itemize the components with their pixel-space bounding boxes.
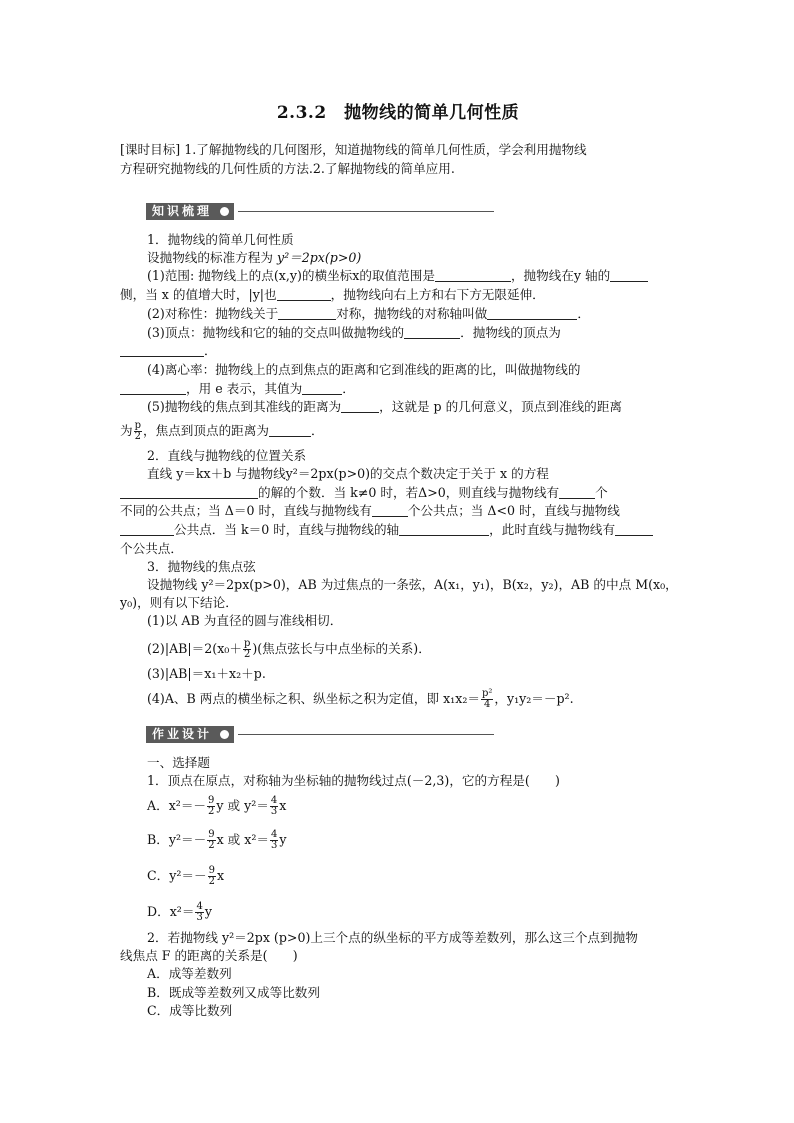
k1-eccentricity-line <box>147 361 580 379</box>
answer-blank[interactable] <box>120 486 258 499</box>
denominator: 3 <box>271 840 278 851</box>
objective-label: [课时目标] <box>120 142 181 157</box>
text: D．x²＝ <box>147 904 195 919</box>
text: 为 <box>120 423 133 438</box>
k3-heading: 3．抛物线的焦点弦 <box>147 559 256 574</box>
objective-line-2: 方程研究抛物线的几何性质的方法.2.了解抛物线的简单应用. <box>120 161 455 176</box>
k1-p-meaning-line <box>147 398 622 416</box>
section-label-box <box>146 203 234 220</box>
text: ． <box>310 423 324 438</box>
numerator: 9 <box>208 865 215 876</box>
numerator: 4 <box>271 829 278 840</box>
objective-line-1 <box>120 141 587 159</box>
k1-standard-equation <box>147 249 361 267</box>
text: C．y²＝－ <box>147 868 207 883</box>
text: 侧，当 x 的值增大时，|y|也 <box>120 287 277 302</box>
page-title: 2.3.2 抛物线的简单几何性质 <box>276 103 520 123</box>
k3-result-3: (3)|AB|＝x₁＋x₂＋p. <box>147 666 266 681</box>
numerator: p <box>134 420 141 431</box>
text: 公共点．当 k＝0 时，直线与抛物线的轴 <box>174 522 400 537</box>
k3-line-2: y₀)，则有以下结论． <box>120 595 238 610</box>
answer-blank[interactable] <box>399 523 489 536</box>
numerator: p <box>243 638 251 649</box>
fraction <box>208 866 216 887</box>
text: (1)范围: 抛物线上的点(x,y)的横坐标x的取值范围是 <box>147 268 435 283</box>
answer-blank[interactable] <box>404 326 460 339</box>
answer-blank[interactable] <box>435 269 511 282</box>
text: ，焦点到顶点的距离为 <box>143 423 269 438</box>
answer-blank[interactable] <box>269 424 311 437</box>
text: 设抛物线的标准方程为 <box>147 250 277 265</box>
text: y <box>204 904 212 919</box>
k1-range-line <box>147 267 648 285</box>
question-2-line-2: 线焦点 F 的距离的关系是( ) <box>120 948 298 963</box>
text: (2)对称性：抛物线关于 <box>147 306 279 321</box>
k3-line-1: 设抛物线 y²＝2px(p>0)，AB 为过焦点的一条弦，A(x₁，y₁)，B(x₂，y₂)，AB 的中点 M(x₀， <box>147 577 678 592</box>
k1-vertex-line <box>147 324 561 342</box>
denominator: 4 <box>483 699 491 710</box>
section-rule <box>238 211 494 212</box>
answer-blank[interactable] <box>120 344 204 357</box>
text: ，用 e 表示，其值为 <box>186 381 303 396</box>
answer-blank[interactable] <box>277 288 331 301</box>
q1-option-d[interactable] <box>147 898 212 926</box>
fraction <box>207 796 215 817</box>
text: 的解的个数．当 k≠0 时，若Δ>0，则直线与抛物线有 <box>258 485 560 500</box>
k1-eccentricity-line-2 <box>120 380 355 398</box>
question-1: 1．顶点在原点，对称轴为坐标轴的抛物线过点(－2,3)，它的方程是( ) <box>147 773 560 788</box>
denominator: 2 <box>208 806 215 817</box>
q2-option-c[interactable]: C．成等比数列 <box>147 1003 233 1018</box>
fraction <box>134 421 142 442</box>
answer-blank[interactable] <box>610 269 648 282</box>
answer-blank[interactable] <box>487 307 577 320</box>
k1-range-line-2 <box>120 286 545 304</box>
section-label-box <box>146 726 234 743</box>
denominator: 3 <box>196 912 203 923</box>
fraction <box>207 830 215 851</box>
text: y 或 y²＝ <box>216 798 269 813</box>
k1-heading: 1．抛物线的简单几何性质 <box>147 232 294 247</box>
denominator: 2 <box>134 431 141 442</box>
text: )(焦点弦长与中点坐标的关系)． <box>252 641 431 656</box>
denominator: 2 <box>208 876 215 887</box>
answer-blank[interactable] <box>615 523 653 536</box>
k3-result-4 <box>147 686 574 712</box>
text: ，这就是 p 的几何意义，顶点到准线的距离 <box>379 399 622 414</box>
k2-heading: 2．直线与抛物线的位置关系 <box>147 448 307 463</box>
k2-line-1: 直线 y＝kx＋b 与抛物线y²＝2px(p>0)的交点个数决定于关于 x 的方程 <box>147 466 549 481</box>
k3-result-2 <box>147 636 431 662</box>
k2-line-4 <box>120 521 653 539</box>
section-header-homework <box>146 726 494 744</box>
q2-option-a[interactable]: A．成等差数列 <box>147 966 232 981</box>
text: B．y²＝－ <box>147 832 207 847</box>
numerator: p² <box>481 688 493 699</box>
text: x <box>279 798 287 813</box>
k3-result-1: (1)以 AB 为直径的圆与准线相切． <box>147 613 343 628</box>
denominator: 3 <box>270 806 278 817</box>
numerator: 9 <box>208 795 215 806</box>
text: ． <box>342 381 355 396</box>
numerator: 4 <box>196 901 203 912</box>
text: (2)|AB|＝2(x₀＋ <box>147 641 242 656</box>
q2-option-b[interactable]: B．既成等差数列又成等比数列 <box>147 985 320 1000</box>
section-header-knowledge <box>146 203 494 221</box>
text: (4)A、B 两点的横坐标之积、纵坐标之积为定值，即 x₁x₂＝ <box>147 691 480 706</box>
answer-blank[interactable] <box>120 382 186 395</box>
numerator: 9 <box>208 829 215 840</box>
answer-blank[interactable] <box>278 307 336 320</box>
objective-text-1: 1.了解抛物线的几何图形，知道抛物线的简单几何性质，学会利用抛物线 <box>184 142 587 157</box>
q1-option-c[interactable] <box>147 862 224 890</box>
fraction <box>481 689 493 710</box>
q1-option-a[interactable] <box>147 792 286 820</box>
answer-blank[interactable] <box>372 504 408 517</box>
text: x 或 x²＝ <box>216 832 270 847</box>
text: ，抛物线在y 轴的 <box>510 268 611 283</box>
text: y <box>279 832 287 847</box>
answer-blank[interactable] <box>120 523 174 536</box>
text: (3)顶点：抛物线和它的轴的交点叫做抛物线的 <box>147 325 405 340</box>
fraction <box>195 902 203 923</box>
section-rule <box>238 734 494 735</box>
denominator: 2 <box>243 649 251 660</box>
text: ，抛物线向右上方和右下方无限延伸． <box>330 287 545 302</box>
text: 个公共点；当 Δ<0 时，直线与抛物线 <box>407 503 620 518</box>
answer-blank[interactable] <box>302 382 342 395</box>
text: ，此时直线与抛物线有 <box>489 522 616 537</box>
k1-symmetry-line <box>147 305 590 323</box>
text: ．抛物线的顶点为 <box>460 325 561 340</box>
bullet-dot-icon <box>220 207 229 216</box>
text: x <box>216 868 225 883</box>
k2-line-5: 个公共点． <box>120 541 183 556</box>
text: (5)抛物线的焦点到其准线的距离为 <box>147 399 342 414</box>
fraction <box>270 796 278 817</box>
text: 个 <box>595 485 608 500</box>
answer-blank[interactable] <box>559 486 595 499</box>
fraction <box>243 639 251 660</box>
question-2: 2．若抛物线 y²＝2px (p>0)上三个点的纵坐标的平方成等差数列，那么这三个点到抛物 <box>147 930 638 945</box>
k1-vertex-line-2 <box>120 342 217 360</box>
section-label: 知识梳理 <box>152 204 213 218</box>
k2-line-3 <box>120 502 620 520</box>
question-type-label: 一、选择题 <box>147 755 210 770</box>
answer-blank[interactable] <box>341 400 379 413</box>
q1-option-b[interactable] <box>147 826 287 854</box>
text: ． <box>204 343 217 358</box>
numerator: 4 <box>270 795 278 806</box>
text: 对称，抛物线的对称轴叫做 <box>336 306 488 321</box>
fraction <box>270 830 278 851</box>
section-label: 作业设计 <box>152 727 213 741</box>
equation: y²＝2px(p>0) <box>276 250 362 265</box>
k1-p-meaning-line-2 <box>120 418 324 444</box>
k2-line-2 <box>120 484 608 502</box>
text: 不同的公共点；当 Δ＝0 时，直线与抛物线有 <box>120 503 372 518</box>
bullet-dot-icon <box>220 730 229 739</box>
text: (4)离心率：抛物线上的点到焦点的距离和它到准线的距离的比，叫做抛物线的 <box>147 362 581 377</box>
denominator: 2 <box>208 840 215 851</box>
text: A．x²＝－ <box>147 798 207 813</box>
text: ． <box>577 306 590 321</box>
text: ，y₁y₂＝－p². <box>494 691 574 706</box>
